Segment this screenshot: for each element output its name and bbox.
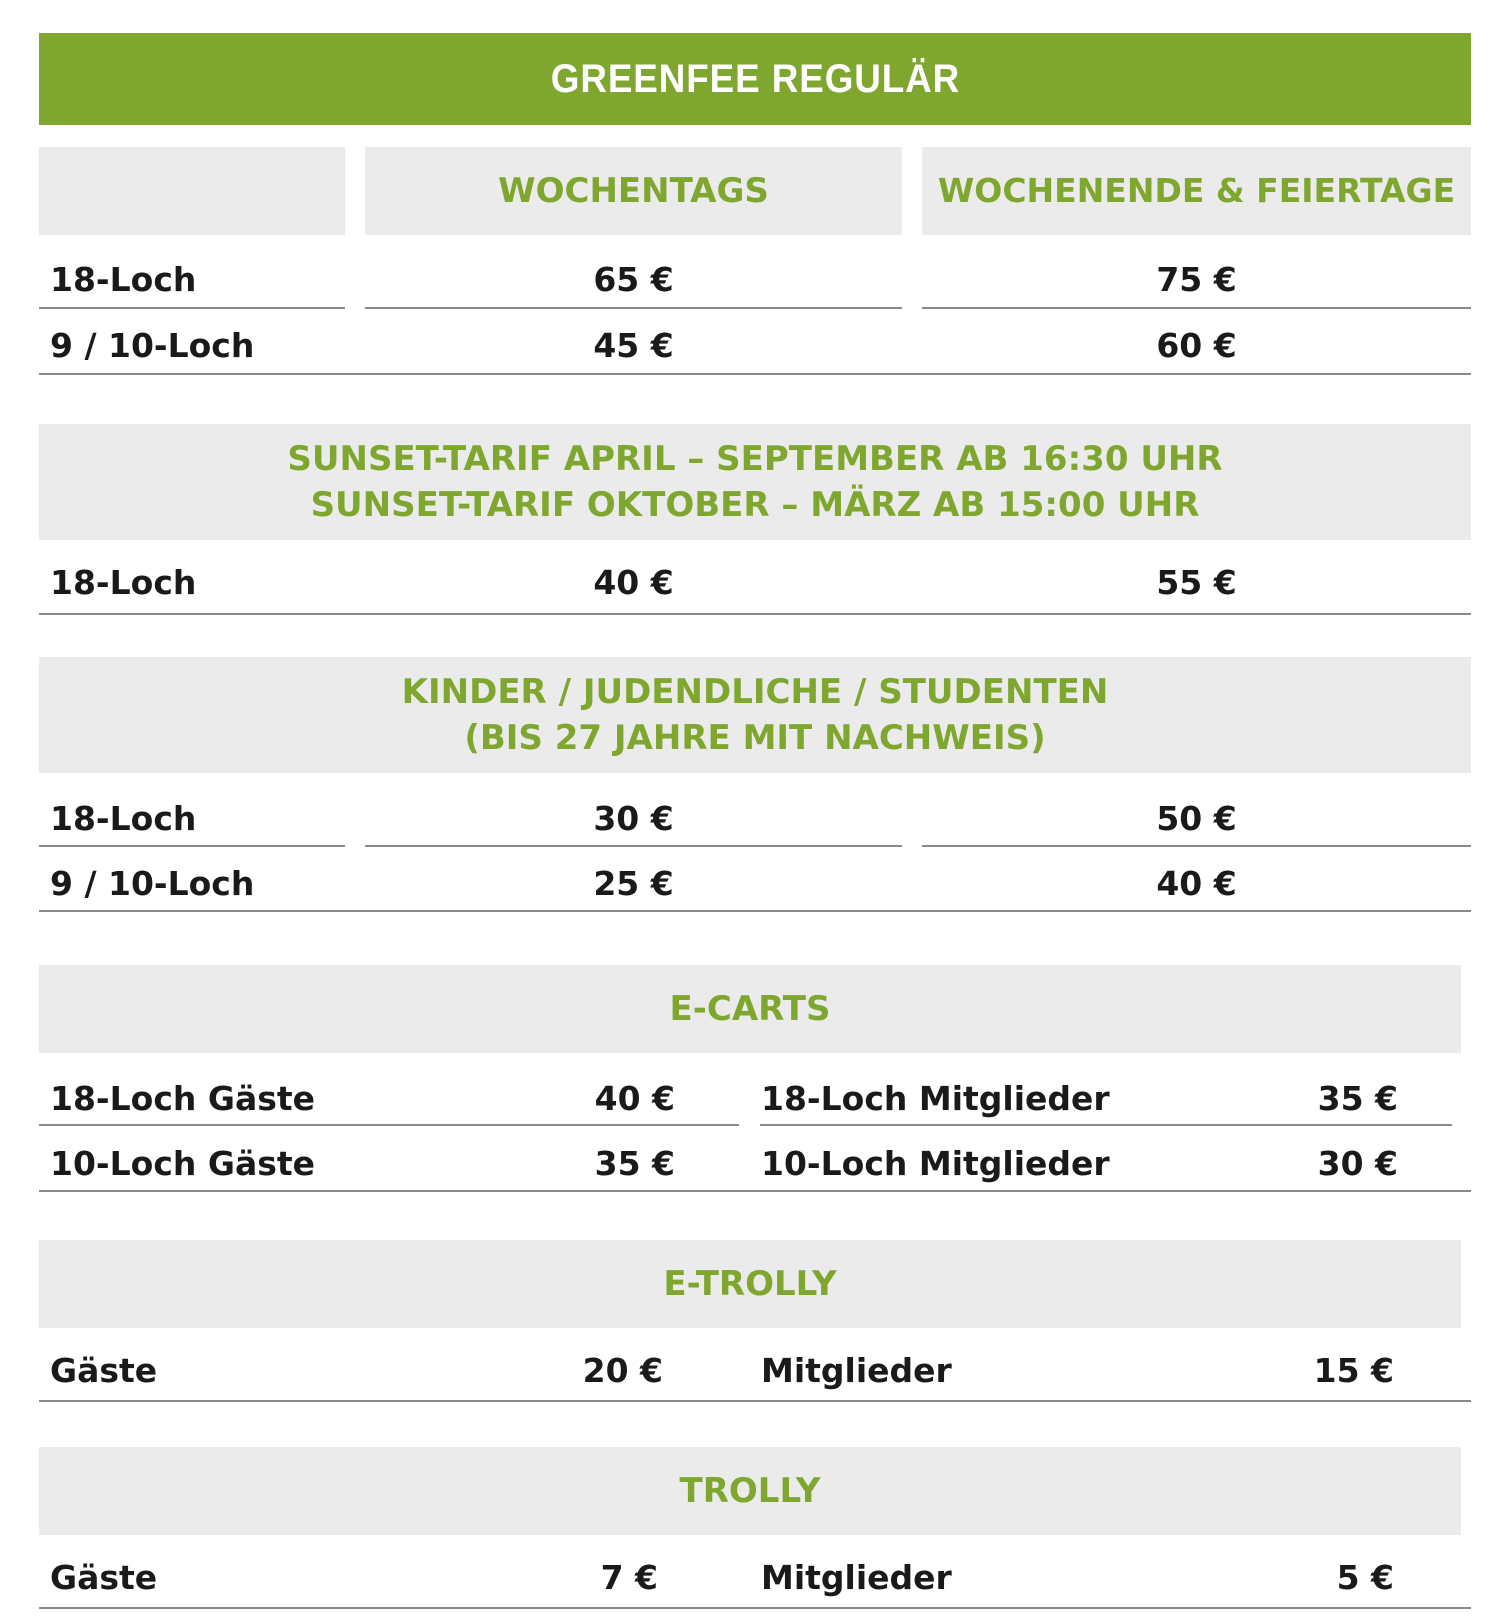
etrolly-member-label: Mitglieder <box>761 1350 952 1390</box>
sunset-row-1-weekend-price: 55 € <box>1156 562 1237 602</box>
sunset-heading-line-2: SUNSET-TARIF OKTOBER – MÄRZ AB 15:00 UHR <box>310 485 1200 525</box>
section-divider <box>39 1607 1471 1609</box>
sunset-heading-line-1: SUNSET-TARIF APRIL – SEPTEMBER AB 16:30 UHR <box>287 439 1223 479</box>
header-weekday-label: WOCHENTAGS <box>498 171 769 211</box>
youth-row-1-weekday-price: 30 € <box>593 798 674 838</box>
etrolly-heading-label: E-TROLLY <box>663 1264 837 1304</box>
row-divider <box>922 845 1471 847</box>
section-divider <box>39 373 1471 375</box>
regular-row-2-weekend-price: 60 € <box>1156 325 1237 365</box>
ecarts-row-1-member-price: 35 € <box>1317 1078 1398 1118</box>
ecarts-row-1-member-label: 18-Loch Mitglieder <box>761 1078 1110 1118</box>
trolly-guest-label: Gäste <box>50 1557 158 1597</box>
row-divider <box>365 845 902 847</box>
regular-row-2-weekday-price: 45 € <box>593 325 674 365</box>
empty-header-cell <box>39 147 345 235</box>
etrolly-member-price: 15 € <box>1313 1350 1394 1390</box>
trolly-member-label: Mitglieder <box>761 1557 952 1597</box>
youth-row-2-weekend-price: 40 € <box>1156 863 1237 903</box>
regular-row-1-label: 18-Loch <box>50 259 197 299</box>
section-divider <box>39 910 1471 912</box>
row-divider <box>760 1124 1452 1126</box>
ecarts-row-1-guest-price: 40 € <box>594 1078 675 1118</box>
header-weekend <box>922 147 1471 235</box>
sunset-heading <box>39 424 1471 540</box>
header-weekend-label: WOCHENENDE & FEIERTAGE <box>937 171 1456 210</box>
row-divider <box>922 307 1471 309</box>
youth-row-1-weekend-price: 50 € <box>1156 798 1237 838</box>
etrolly-guest-label: Gäste <box>50 1350 158 1390</box>
etrolly-heading <box>39 1240 1461 1328</box>
trolly-guest-price: 7 € <box>600 1557 658 1597</box>
trolly-heading <box>39 1447 1461 1535</box>
trolly-member-price: 5 € <box>1336 1557 1394 1597</box>
row-divider <box>365 307 902 309</box>
youth-row-2-label: 9 / 10-Loch <box>50 863 255 903</box>
section-divider <box>39 1400 1471 1402</box>
ecarts-row-2-guest-price: 35 € <box>594 1143 675 1183</box>
row-divider <box>39 307 345 309</box>
ecarts-heading <box>39 965 1461 1053</box>
ecarts-row-2-member-price: 30 € <box>1317 1143 1398 1183</box>
youth-heading <box>39 657 1471 773</box>
row-divider <box>39 1124 739 1126</box>
section-divider <box>39 1190 1471 1192</box>
youth-row-1-label: 18-Loch <box>50 798 197 838</box>
youth-heading-line-1: KINDER / JUDENDLICHE / STUDENTEN <box>401 672 1109 712</box>
ecarts-row-2-member-label: 10-Loch Mitglieder <box>761 1143 1110 1183</box>
youth-row-2-weekday-price: 25 € <box>593 863 674 903</box>
sunset-row-1-weekday-price: 40 € <box>593 562 674 602</box>
trolly-heading-label: TROLLY <box>679 1471 821 1511</box>
regular-row-2-label: 9 / 10-Loch <box>50 325 255 365</box>
page-title-banner <box>39 33 1471 125</box>
etrolly-guest-price: 20 € <box>582 1350 663 1390</box>
ecarts-row-2-guest-label: 10-Loch Gäste <box>50 1143 316 1183</box>
ecarts-heading-label: E-CARTS <box>669 989 831 1029</box>
youth-heading-line-2: (BIS 27 JAHRE MIT NACHWEIS) <box>464 718 1046 758</box>
regular-row-1-weekend-price: 75 € <box>1156 259 1237 299</box>
section-divider <box>39 613 1471 615</box>
header-weekday <box>365 147 902 235</box>
ecarts-row-1-guest-label: 18-Loch Gäste <box>50 1078 316 1118</box>
regular-row-1-weekday-price: 65 € <box>593 259 674 299</box>
page-title: GREENFEE REGULÄR <box>550 56 960 101</box>
row-divider <box>39 845 345 847</box>
sunset-row-1-label: 18-Loch <box>50 562 197 602</box>
